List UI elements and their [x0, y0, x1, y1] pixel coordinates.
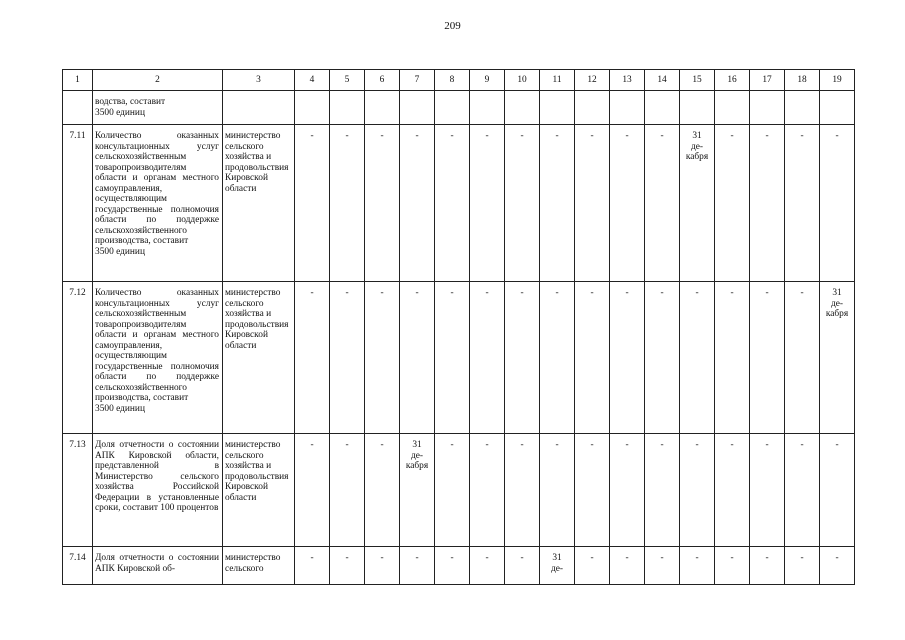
term-cell: -: [470, 125, 505, 282]
term-cell: -: [435, 547, 470, 585]
executor-cell: министерство сельского хозяйства и продовольствия Кировской области: [223, 125, 295, 282]
table-row: [63, 547, 855, 585]
row-number-cell: 7.11: [63, 125, 93, 282]
term-cell: -: [645, 282, 680, 434]
term-cell: [330, 91, 365, 125]
term-cell: [785, 91, 820, 125]
term-cell: -: [750, 282, 785, 434]
column-number-header: 1: [63, 70, 93, 91]
term-cell: -: [435, 434, 470, 547]
column-number-header: 12: [575, 70, 610, 91]
indicator-description-cell: Количество оказанных консультационных услуг сельскохозяйственным товаропроизводителям области и органам местного самоуправления, осуществляющим государственные полномочия области по поддержке сельскохозяйственного производства, составит 3500 единиц: [93, 282, 223, 434]
term-cell: -: [400, 125, 435, 282]
column-number-header: 5: [330, 70, 365, 91]
term-cell: [715, 91, 750, 125]
table-row: [63, 91, 855, 125]
term-cell: -: [820, 434, 855, 547]
column-number-header: 16: [715, 70, 750, 91]
executor-cell: министерство сельского хозяйства и продовольствия Кировской области: [223, 434, 295, 547]
executor-cell: [223, 91, 295, 125]
term-cell: -: [540, 282, 575, 434]
term-cell: -: [330, 434, 365, 547]
page-number: 209: [444, 20, 461, 32]
term-cell: -: [715, 125, 750, 282]
term-cell: -: [540, 125, 575, 282]
term-cell: -: [400, 282, 435, 434]
column-number-header: 7: [400, 70, 435, 91]
column-number-header: 18: [785, 70, 820, 91]
term-cell: -: [575, 125, 610, 282]
term-cell: -: [295, 282, 330, 434]
term-cell: -: [470, 434, 505, 547]
term-cell: -: [365, 434, 400, 547]
term-cell: -: [680, 434, 715, 547]
term-cell: [750, 91, 785, 125]
executor-cell: министерство сельского: [223, 547, 295, 585]
column-number-header: 3: [223, 70, 295, 91]
term-cell: -: [680, 282, 715, 434]
term-cell: [680, 91, 715, 125]
row-number-cell: 7.12: [63, 282, 93, 434]
term-cell: [820, 91, 855, 125]
term-cell: -: [715, 434, 750, 547]
term-cell: -: [645, 434, 680, 547]
term-cell: -: [505, 434, 540, 547]
term-cell: -: [435, 125, 470, 282]
term-cell: 31 де-: [540, 547, 575, 585]
column-number-header: 15: [680, 70, 715, 91]
term-cell: -: [750, 547, 785, 585]
term-cell: [575, 91, 610, 125]
column-number-header: 13: [610, 70, 645, 91]
term-cell: -: [785, 125, 820, 282]
term-cell: -: [330, 547, 365, 585]
term-cell: [470, 91, 505, 125]
table-header-row: [63, 70, 855, 91]
term-cell: -: [470, 282, 505, 434]
term-cell: -: [505, 282, 540, 434]
term-cell: -: [575, 282, 610, 434]
term-cell: -: [540, 434, 575, 547]
column-number-header: 19: [820, 70, 855, 91]
term-cell: [365, 91, 400, 125]
indicator-description-cell: водства, составит 3500 единиц: [93, 91, 223, 125]
indicator-description-cell: Количество оказанных консультационных услуг сельскохозяйственным товаропроизводителям области и органам местного самоуправления, осуществляющим государственные полномочия области по поддержке сельскохозяйственного производства, составит 3500 единиц: [93, 125, 223, 282]
row-number-cell: 7.14: [63, 547, 93, 585]
term-cell: [505, 91, 540, 125]
column-number-header: 6: [365, 70, 400, 91]
term-cell: 31 де- кабря: [680, 125, 715, 282]
term-cell: -: [330, 282, 365, 434]
column-number-header: 10: [505, 70, 540, 91]
column-number-header: 9: [470, 70, 505, 91]
term-cell: -: [505, 125, 540, 282]
term-cell: [295, 91, 330, 125]
term-cell: -: [575, 547, 610, 585]
indicator-description-cell: Доля отчетности о состоянии АПК Кировской области, представленной в Министерство сельского хозяйства Российской Федерации в установленные сроки, составит 100 процентов: [93, 434, 223, 547]
column-number-header: 2: [93, 70, 223, 91]
term-cell: -: [610, 547, 645, 585]
term-cell: -: [785, 434, 820, 547]
plan-table: [62, 69, 855, 585]
term-cell: [435, 91, 470, 125]
column-number-header: 8: [435, 70, 470, 91]
column-number-header: 14: [645, 70, 680, 91]
column-number-header: 4: [295, 70, 330, 91]
column-number-header: 11: [540, 70, 575, 91]
term-cell: 31 де- кабря: [400, 434, 435, 547]
term-cell: -: [785, 282, 820, 434]
term-cell: [540, 91, 575, 125]
term-cell: [610, 91, 645, 125]
row-number-cell: 7.13: [63, 434, 93, 547]
term-cell: -: [610, 434, 645, 547]
term-cell: -: [610, 125, 645, 282]
term-cell: -: [330, 125, 365, 282]
term-cell: -: [295, 434, 330, 547]
table-row: [63, 434, 855, 547]
term-cell: -: [365, 125, 400, 282]
term-cell: [400, 91, 435, 125]
term-cell: -: [575, 434, 610, 547]
term-cell: -: [750, 434, 785, 547]
executor-cell: министерство сельского хозяйства и продовольствия Кировской области: [223, 282, 295, 434]
term-cell: -: [435, 282, 470, 434]
term-cell: 31 де- кабря: [820, 282, 855, 434]
term-cell: -: [715, 282, 750, 434]
term-cell: -: [750, 125, 785, 282]
table-row: [63, 125, 855, 282]
term-cell: -: [645, 125, 680, 282]
term-cell: -: [365, 547, 400, 585]
term-cell: -: [295, 547, 330, 585]
term-cell: -: [645, 547, 680, 585]
table-row: [63, 282, 855, 434]
term-cell: -: [505, 547, 540, 585]
term-cell: -: [785, 547, 820, 585]
term-cell: -: [820, 547, 855, 585]
term-cell: -: [680, 547, 715, 585]
term-cell: [645, 91, 680, 125]
term-cell: -: [470, 547, 505, 585]
term-cell: -: [400, 547, 435, 585]
row-number-cell: [63, 91, 93, 125]
term-cell: -: [610, 282, 645, 434]
term-cell: -: [365, 282, 400, 434]
indicator-description-cell: Доля отчетности о состоянии АПК Кировской об-: [93, 547, 223, 585]
column-number-header: 17: [750, 70, 785, 91]
term-cell: -: [295, 125, 330, 282]
term-cell: -: [820, 125, 855, 282]
term-cell: -: [715, 547, 750, 585]
